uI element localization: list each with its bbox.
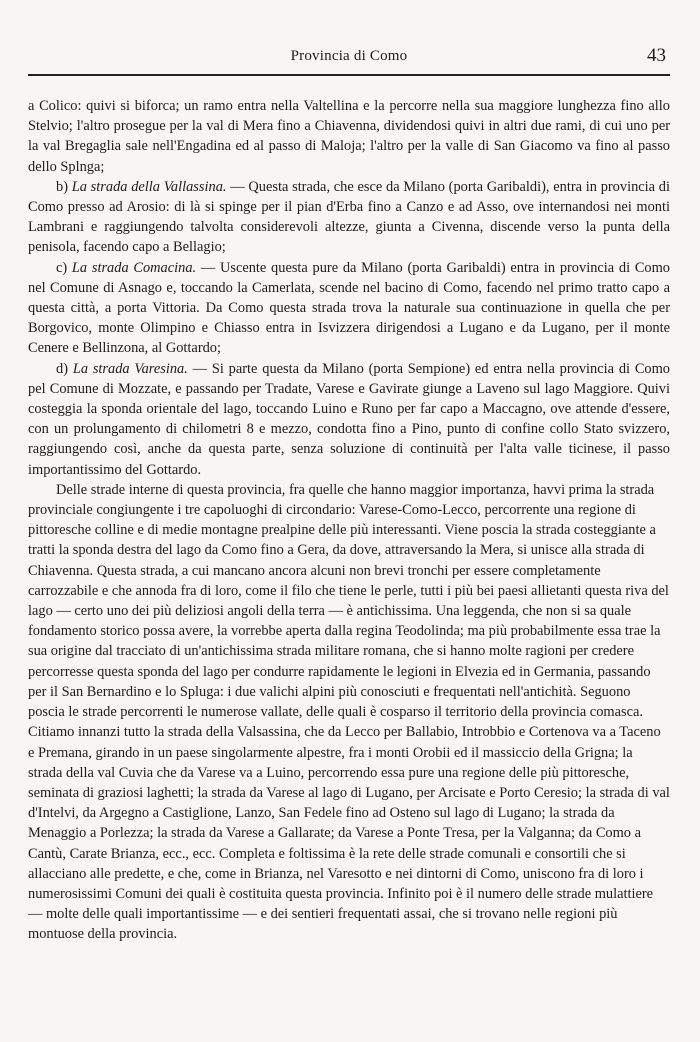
paragraph-text: Delle strade interne di questa provincia, fra quelle che hanno maggior importanza, havvi prima la strada provinciale congiungente i tre capoluoghi di circondario: Varese-Como-Lecco, percorrente una regione di pittoresche colline e di medie montagne prealpine delle più interessanti. Viene poscia la strada costeggiante a tratti la sponda destra del lago da Como fino a Gera, da dove, attraversando la Mera, si unisce alla strada di Chiavenna. Questa strada, a cui mancano ancora alcuni non brevi tronchi per essere completamente carrozzabile e che annoda fra di loro, come il filo che tiene le perle, tutti i più bei paesi allietanti questa riva del lago — certo uno dei più deliziosi angoli della terra — è antichissima. Una leggenda, che non si sa quale fondamento storico possa avere, la vorrebbe aperta dalla regina Teodolinda; ma più probabilmente essa trae la sua origine dal tracciato di un'antichissima strada militare romana, che si hanno molte ragioni per credere percorresse questa sponda del lago per condurre rapidamente le legioni in Elvezia ed in Germania, passando per il San Bernardino e lo Spluga: i due valichi alpini più conosciuti e frequentati nell'antichità. Seguono poscia le strade percorrenti le numerose vallate, delle quali è cosparso il territorio della provincia comasca. Citiamo innanzi tutto la strada della Valsassina, che da Lecco per Ballabio, Introbbio e Cortenova va a Taceno e Premana, girando in un paese singolarmente alpestre, fra i monti Orobii ed il massiccio della Grigna; la strada della val Cuvia che da Varese va a Luino, percorrendo essa pure una regione delle più pittoresche, seminata di graziosi laghetti; la strada da Varese al lago di Lugano, per Arcisate e Porto Ceresio; la strada di val d'Intelvi, da Argegno a Castiglione, Lanzo, San Fedele fino ad Osteno sul lago di Lugano; la strada da Menaggio a Porlezza; la strada da Varese a Gallarate; da Varese a Ponte Tresa, per la Valganna; da Como a Cantù, Carate Brianza, ecc., ecc. Completa e foltissima è la rete delle strade comunali e consortili che si allacciano alle predette, e che, come in Brianza, nel Varesotto e nei dintorni di Como, uniscono fra di loro i numerosissimi Comuni dei quali è costituita questa provincia. Infinito poi è il numero delle strade mulattiere — molte delle quali importantissime — e dei sentieri frequentati assai, che si trovano nelle regioni più montuose della provincia. [28,481,670,943]
page-header [28,46,670,76]
paragraph-road-d [28,359,670,480]
paragraph-road-b [28,177,670,258]
running-title: Provincia di Como [290,48,408,64]
paragraph-text: a Colico: quivi si biforca; un ramo entra nella Valtellina e la percorre nella sua maggiore lunghezza fino allo Stelvio; l'altro prosegue per la val di Mera fino a Chiavenna, dividendosi quivi in altri due rami, di cui uno per la val Bregaglia sale nell'Engadina ed al passo di Maloja; l'altro per la valle di San Giacomo va fino al passo dello Splnga; [28,98,670,175]
paragraph-continuation [28,96,670,177]
paragraph-text: — Uscente questa pure da Milano (porta Garibaldi) entra in provincia di Como nel Comune di Asnago e, toccando la Camerlata, scende nel bacino di Como, facendo nel primo tratto capo a questa città, a porta Vittoria. Da Como questa strada trova la naturale sua continuazione in quella che per Borgovico, monte Olimpino e Chiasso entra in Isvizzera dirigendosi a Lugano e da Lugano, per il monte Cenere e Bellinzona, al Gottardo; [28,259,671,357]
paragraph-text: — Questa strada, che esce da Milano (porta Garibaldi), entra in provincia di Como presso ad Arosio: di là si spinge per il pian d'Erba fino a Canzo e ad Asso, ove internandosi nei monti Lambrani e raggiungendo talvolta considerevoli altezze, giunta a Civenna, discende verso la punta della penisola, facendo capo a Bellagio; [28,178,670,256]
road-name: La strada della Vallassina. [71,178,227,195]
paragraph-text: — Si parte questa da Milano (porta Sempione) ed entra nella provincia di Como pel Comune di Mozzate, e passando per Tradate, Varese e Gavirate giunge a Laveno sul lago Maggiore. Quivi costeggia la sponda orientale del lago, toccando Luino e Runo per far capo a Maccagno, ove attende d'essere, con un prolungamento di chilometri 8 e mezzo, condotta fino a Pino, punto di confine collo Stato svizzero, raggiungendo così, anche da questa parte, senza soluzione di continuità per l'alta valle ticinese, il passo importantissimo del Gottardo. [28,360,671,478]
road-name: La strada Varesina. [72,360,188,377]
page-number: 43 [647,45,666,66]
body-text [28,96,670,945]
paragraph-road-c [28,258,670,359]
item-label: b) [56,178,72,195]
item-label: d) [56,360,73,377]
paragraph-internal-roads [28,480,670,945]
road-name: La strada Comacina. [71,259,197,276]
item-label: c) [56,259,72,276]
